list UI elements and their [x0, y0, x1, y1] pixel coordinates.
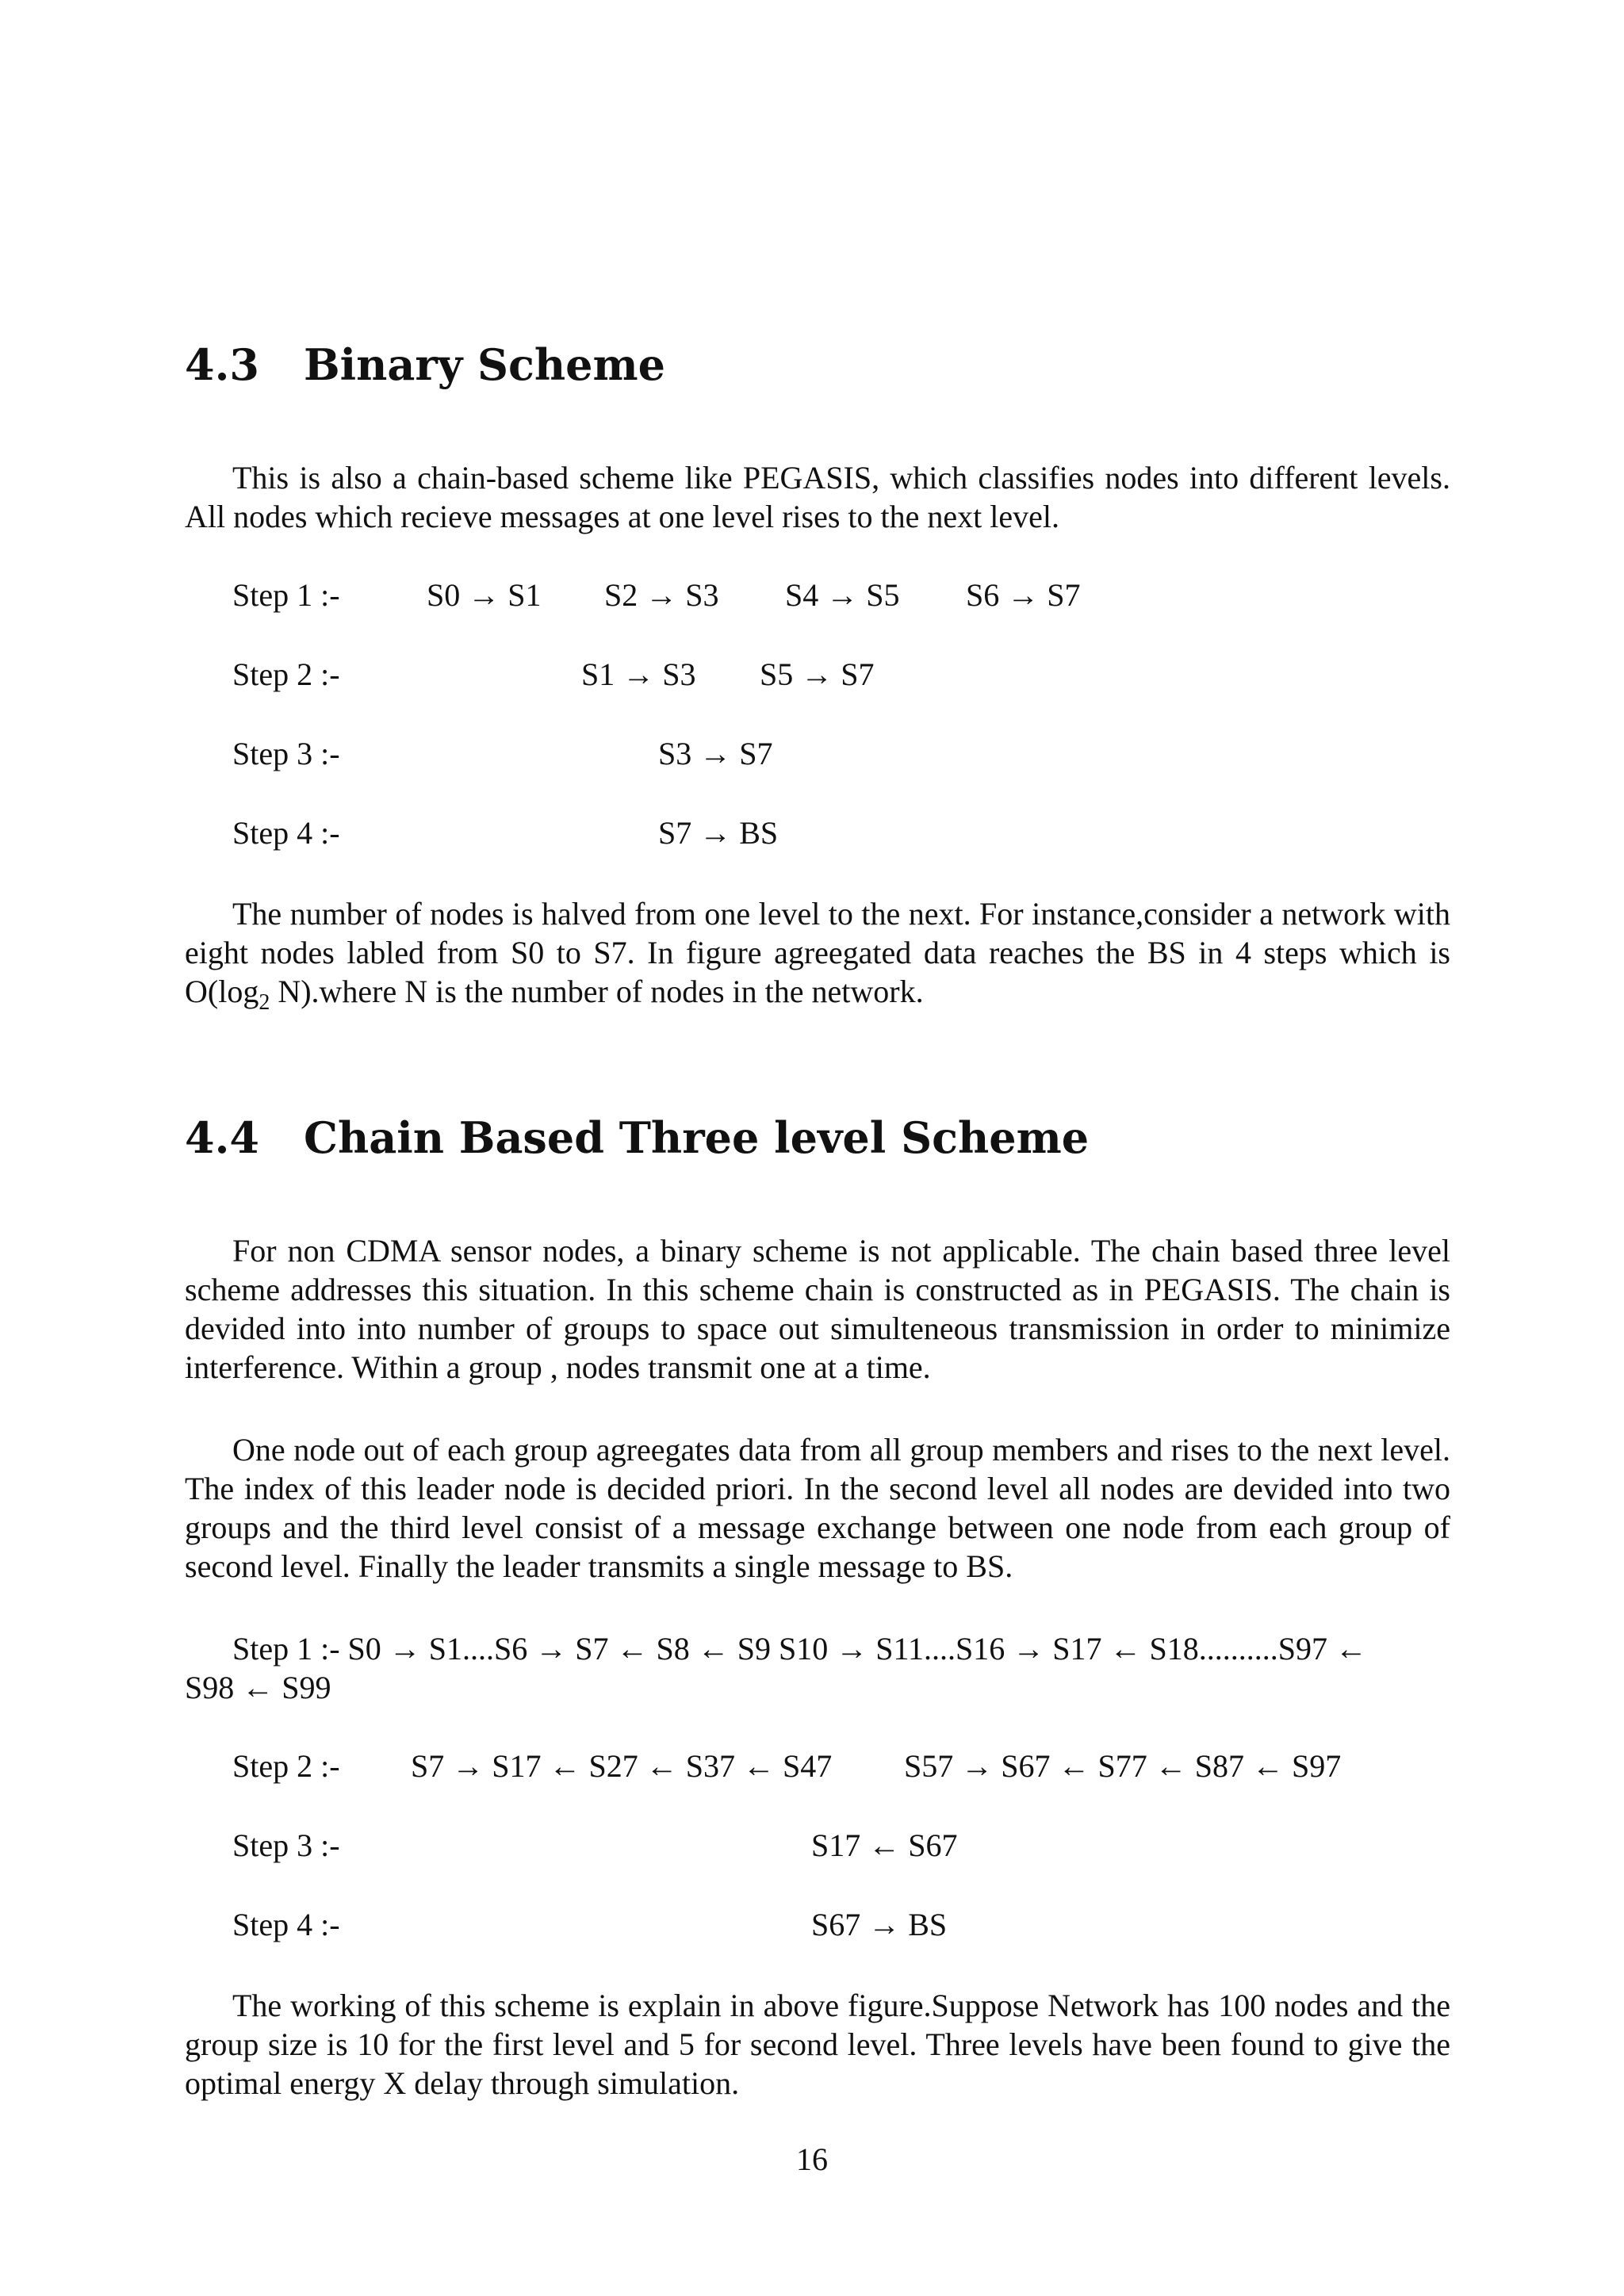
binary-step-4-label: Step 4 :-: [232, 815, 340, 851]
three-level-para-1: For non CDMA sensor nodes, a binary scheme is not applicable. The chain based three level scheme addresses this situation. In this scheme chain is constructed as in PEGASIS. The chain is devided into into number of groups to space out simulteneous transmission in order to minimize interference. Within a group , nodes transmit one at a time.: [185, 1233, 1450, 1385]
three-level-step-1: Step 1 :- S0 → S1....S6 → S7 ← S8 ← S9 S10 → S11....S16 → S17 ← S18..........S97 ←: [232, 1631, 1368, 1667]
three-level-para-2: One node out of each group agreegates data from all group members and rises to the next level. The index of this leader node is decided priori. In the second level all nodes are devided into two groups and the third level consist of a message exchange between one node from each group of second level. Finally the leader transmits a single message to BS.: [185, 1432, 1450, 1584]
binary-step-1-transfer: S0 → S1: [427, 577, 542, 613]
binary-step-2-transfer: S5 → S7: [760, 656, 875, 692]
binary-step-1-transfer: S2 → S3: [604, 577, 719, 613]
section-title: Chain Based Three level Scheme: [304, 1112, 1090, 1163]
page-number: 16: [796, 2141, 828, 2177]
three-level-step-3-transfer: S17 ← S67: [811, 1827, 958, 1863]
three-level-step-4-transfer: S67 → BS: [811, 1907, 948, 1942]
binary-step-1-transfer: S6 → S7: [966, 577, 1081, 613]
binary-step-4-transfer: S7 → BS: [658, 815, 779, 851]
binary-step-1-transfer: S4 → S5: [785, 577, 900, 613]
section-number: 4.3: [185, 339, 259, 390]
explanation-text: The number of nodes is halved from one level to the next. For instance,consider a network with eight nodes labled from S0 to S7. In figure agreegated data reaches the BS in 4 steps which is O(log: [185, 896, 1450, 1009]
three-level-conclusion: The working of this scheme is explain in above figure.Suppose Network has 100 nodes and the group size is 10 for the first level and 5 for second level. Three levels have been found to give the optimal energy X delay through simulation.: [185, 1988, 1450, 2101]
binary-step-3-label: Step 3 :-: [232, 736, 340, 771]
log-base: 2: [259, 990, 270, 1015]
three-level-step-2-label: Step 2 :-: [232, 1748, 340, 1784]
binary-scheme-explanation: [185, 894, 1450, 1022]
explanation-text-end: N).where N is the number of nodes in the network.: [270, 974, 924, 1009]
three-level-step-2-group: S7 → S17 ← S27 ← S37 ← S47: [411, 1748, 833, 1784]
section-4-3-heading: [185, 339, 665, 390]
section-number: 4.4: [185, 1112, 259, 1163]
binary-step-1-label: Step 1 :-: [232, 577, 340, 613]
three-level-step-2-group: S57 → S67 ← S77 ← S87 ← S97: [904, 1748, 1342, 1784]
section-title: Binary Scheme: [304, 339, 666, 390]
three-level-step-1-cont: S98 ← S99: [185, 1670, 331, 1705]
three-level-step-4-label: Step 4 :-: [232, 1907, 340, 1942]
three-level-step-3-label: Step 3 :-: [232, 1827, 340, 1863]
binary-step-2-transfer: S1 → S3: [581, 656, 696, 692]
binary-scheme-intro: This is also a chain-based scheme like PEGASIS, which classifies nodes into different levels. All nodes which recieve messages at one level rises to the next level.: [185, 460, 1450, 534]
section-4-4-heading: [185, 1112, 1089, 1163]
binary-step-3-transfer: S3 → S7: [658, 736, 773, 771]
binary-step-2-label: Step 2 :-: [232, 656, 340, 692]
